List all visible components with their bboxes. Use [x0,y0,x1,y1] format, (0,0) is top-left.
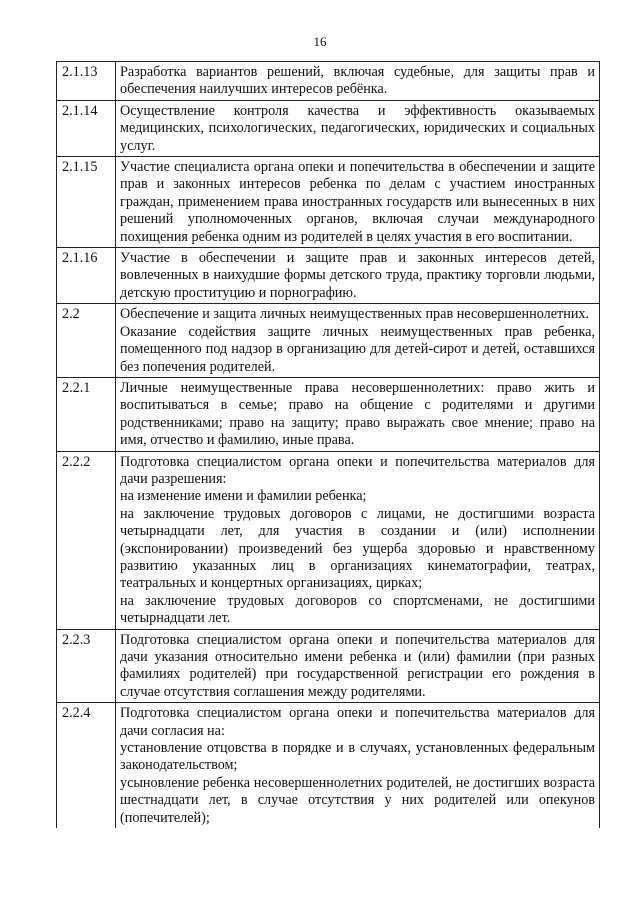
row-text [116,248,600,304]
table-row [57,451,600,629]
row-text [116,377,600,451]
table-row [57,157,600,248]
row-number: 2.2.4 [57,703,116,828]
row-paragraph: на заключение трудовых договоров со спортсменами, не достигшими четырнадцати лет. [120,592,595,627]
row-text [116,100,600,156]
row-number: 2.2.1 [57,377,116,451]
row-number: 2.2.2 [57,451,116,629]
row-number: 2.2 [57,304,116,378]
table-row [57,62,600,101]
row-paragraph: на заключение трудовых договоров с лицами, не достигшими возраста четырнадцати лет, для участия в создании и (или) исполнении (экспонировании) произведений без ущерба здоровью и нравственному развитию указанных лиц в организациях кинематографии, театрах, театральных и концертных организациях, цирках; [120,505,595,592]
document-table [56,61,600,828]
row-paragraph: Оказание содействия защите личных неимущественных прав ребенка, помещенного под надзор в организацию для детей-сирот и детей, оставшихся без попечения родителей. [120,323,595,375]
row-paragraph: Участие специалиста органа опеки и попечительства в обеспечении и защите прав и законных интересов ребенка по делам с участием иностранных граждан, применением права иностранных государств или вынесенных в них решений уполномоченных органов, включая случаи международного похищения ребенка одним из родителей в целях участия в его воспитании. [120,159,595,245]
row-paragraph: Личные неимущественные права несовершеннолетних: право жить и воспитываться в семье; право на общение с родителями и другими родственниками; право на защиту; право выражать свое мнение; право на имя, отчество и фамилию, иные права. [120,379,595,449]
table-row [57,304,600,378]
row-paragraph: Осуществление контроля качества и эффективность оказываемых медицинских, психологических, педагогических, юридических и социальных услуг. [120,102,595,154]
row-text [116,304,600,378]
row-paragraph: Подготовка специалистом органа опеки и попечительства материалов для дачи согласия на: [120,705,595,739]
row-number: 2.1.13 [57,62,116,101]
row-paragraph: усыновление ребенка несовершеннолетних родителей, не достигших возраста шестнадцати лет, в случае отсутствия у них родителей или опекунов (попечителей); [120,774,595,826]
row-paragraph: установление отцовства в порядке и в случаях, установленных федеральным законодательством; [120,740,595,774]
row-paragraph: Обеспечение и защита личных неимущественных прав несовершеннолетних. [120,306,590,323]
row-text [116,629,600,703]
row-number: 2.1.15 [57,157,116,248]
document-table-body [57,62,600,829]
page-number: 16 [313,34,327,49]
row-number: 2.1.14 [57,100,116,156]
table-row [57,629,600,703]
row-text [116,703,600,828]
row-paragraph: Подготовка специалистом органа опеки и попечительства материалов для дачи разрешения: [120,453,595,487]
row-paragraph: Участие в обеспечении и защите прав и законных интересов детей, вовлеченных в наихудшие формы детского труда, практику торговли людьми, детскую проституцию и порнографию. [120,250,595,301]
row-paragraph: на изменение имени и фамилии ребенка; [120,488,367,505]
row-number: 2.2.3 [57,629,116,703]
row-paragraph: Разработка вариантов решений, включая судебные, для защиты прав и обеспечения наилучших интересов ребёнка. [120,64,595,98]
row-text [116,451,600,629]
table-row [57,100,600,156]
row-paragraph: Подготовка специалистом органа опеки и попечительства материалов для дачи указания относительно имени ребенка и (или) фамилии (при разных фамилиях родителей) при государственной регистрации его рождения в случае отсутствия соглашения между родителями. [120,631,595,700]
row-number: 2.1.16 [57,248,116,304]
row-text [116,157,600,248]
row-text [116,62,600,101]
table-row [57,377,600,451]
table-row [57,703,600,828]
table-row [57,248,600,304]
